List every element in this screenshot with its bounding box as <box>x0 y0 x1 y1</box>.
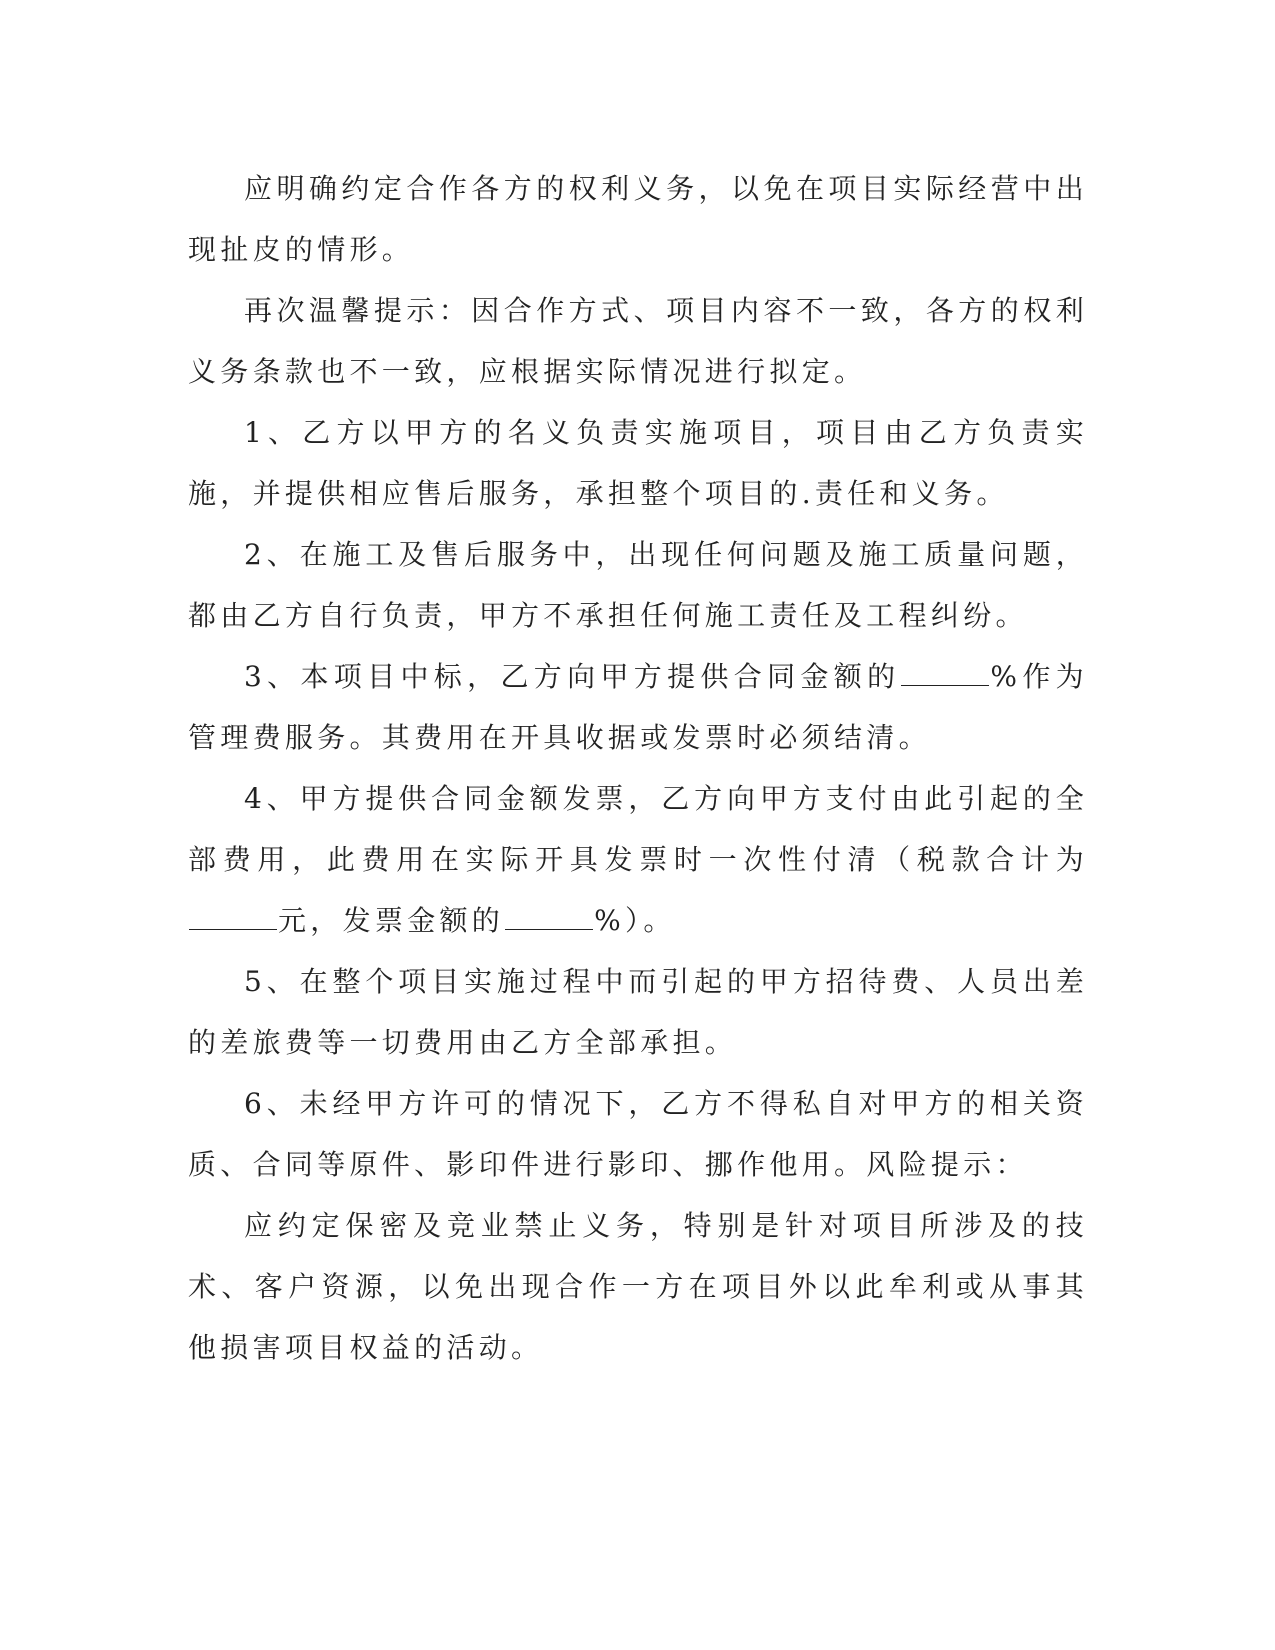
paragraph-clause-1: 1、乙方以甲方的名义负责实施项目，项目由乙方负责实施，并提供相应售后服务，承担整个项目的.责任和义务。 <box>188 416 1088 510</box>
clause-4-text-before: 4、甲方提供合同金额发票，乙方向甲方支付由此引起的全部费用，此费用在实际开具发票时一次性付清（税款合计为 <box>188 782 1088 876</box>
blank-fill-line <box>505 899 593 930</box>
clause-3-text-before: 3、本项目中标，乙方向甲方提供合同金额的 <box>244 660 901 693</box>
paragraph-clause-6: 6、未经甲方许可的情况下，乙方不得私自对甲方的相关资质、合同等原件、影印件进行影印、挪作他用。风险提示： <box>188 1087 1088 1181</box>
paragraph-clause-3 <box>188 646 1088 768</box>
blank-fill-line <box>901 655 989 686</box>
paragraph-reminder: 再次温馨提示：因合作方式、项目内容不一致，各方的权利义务条款也不一致，应根据实际情况进行拟定。 <box>188 294 1088 388</box>
clause-4-text-after: %）。 <box>594 904 676 937</box>
paragraph-clause-2: 2、在施工及售后服务中，出现任何问题及施工质量问题，都由乙方自行负责，甲方不承担任何施工责任及工程纠纷。 <box>188 538 1088 632</box>
paragraph-risk-note: 应约定保密及竞业禁止义务，特别是针对项目所涉及的技术、客户资源，以免出现合作一方在项目外以此牟利或从事其他损害项目权益的活动。 <box>188 1209 1088 1364</box>
blank-fill-line <box>189 899 277 930</box>
paragraph-clause-5: 5、在整个项目实施过程中而引起的甲方招待费、人员出差的差旅费等一切费用由乙方全部承担。 <box>188 965 1088 1059</box>
clause-4-text-middle: 元，发票金额的 <box>278 904 505 937</box>
clause-3-text-after: %作为管理费服务。其费用在开具收据或发票时必须结清。 <box>188 660 1088 754</box>
paragraph-intro: 应明确约定合作各方的权利义务，以免在项目实际经营中出现扯皮的情形。 <box>188 172 1088 266</box>
paragraph-clause-4 <box>188 768 1088 951</box>
document-body <box>188 158 1088 1378</box>
